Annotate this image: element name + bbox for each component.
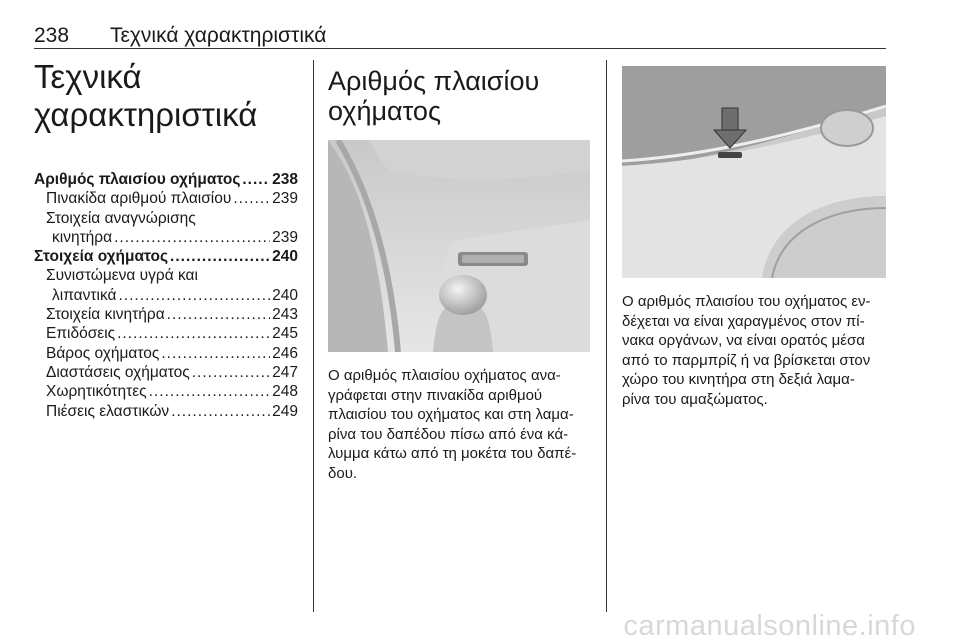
- toc-entry-fluids-cont[interactable]: [34, 286, 298, 305]
- section-title-line1: Αριθμός πλαισίου: [328, 66, 540, 96]
- toc-leader: [167, 305, 270, 324]
- toc-label-line2: κινητήρα: [52, 228, 113, 246]
- chapter-title-line2: χαρακτηριστικά: [34, 96, 258, 133]
- caption-line: γράφεται στην πινακίδα αριθμού: [328, 386, 543, 404]
- caption-line: ρίνα του αμαξώματος.: [622, 390, 768, 408]
- caption-line: δου.: [328, 464, 358, 482]
- toc-label: Επιδόσεις: [46, 325, 116, 343]
- toc-label: Βάρος οχήματος: [46, 344, 160, 362]
- toc-leader: [161, 344, 270, 363]
- chapter-title: [34, 58, 257, 134]
- toc-entry-engine-id-cont[interactable]: [34, 228, 298, 247]
- caption-vin-floor: [328, 366, 594, 483]
- toc-page: 240: [272, 248, 298, 266]
- toc-leader: [171, 402, 270, 421]
- toc-label: Χωρητικότητες: [46, 383, 147, 401]
- page-header: [34, 10, 886, 48]
- vin-floor-photo: [328, 140, 590, 352]
- toc-leader: [114, 228, 270, 247]
- toc-page: 246: [272, 344, 298, 362]
- toc-leader: [170, 247, 270, 266]
- toc-page: 245: [272, 325, 298, 343]
- page-number: 238: [34, 24, 70, 47]
- toc-page: 238: [272, 171, 298, 188]
- column-divider-right: [606, 60, 607, 612]
- caption-line: από το παρμπρίζ ή να βρίσκεται στον: [622, 351, 871, 369]
- toc-entry-weight[interactable]: [34, 344, 298, 363]
- toc-page: 249: [272, 402, 298, 420]
- toc-page: 239: [272, 228, 298, 246]
- caption-line: δέχεται να είναι χαραγμένος στον πί-: [622, 312, 865, 330]
- toc-entry-vin-plate[interactable]: [34, 189, 298, 208]
- toc-label: Στοιχεία κινητήρα: [46, 306, 165, 324]
- chapter-title-line1: Τεχνικά: [34, 58, 142, 95]
- toc-entry-dimensions[interactable]: [34, 363, 298, 382]
- watermark: carmanualsonline.info: [623, 610, 916, 642]
- toc-entry-capacities[interactable]: [34, 382, 298, 401]
- section-title: [328, 66, 539, 126]
- toc-entry-vin[interactable]: [34, 170, 298, 189]
- toc-entry-engine-id[interactable]: [34, 209, 298, 228]
- toc-entry-engine-data[interactable]: [34, 305, 298, 324]
- vin-floor-illustration: [328, 140, 590, 352]
- caption-line: ρίνα του δαπέδου πίσω από ένα κά-: [328, 425, 569, 443]
- toc-entry-vehicle-data[interactable]: [34, 247, 298, 266]
- running-title: Τεχνικά χαρακτηριστικά: [110, 24, 327, 47]
- toc-label: Πιέσεις ελαστικών: [46, 402, 170, 420]
- toc-entry-fluids[interactable]: [34, 266, 298, 285]
- toc-leader: [149, 382, 270, 401]
- gear-knob: [439, 275, 487, 315]
- toc-page: 240: [272, 286, 298, 304]
- toc-label: Πινακίδα αριθμού πλαισίου: [46, 190, 232, 208]
- caption-line: πλαισίου του οχήματος και στη λαμα-: [328, 406, 574, 423]
- section-title-line2: οχήματος: [328, 96, 441, 126]
- toc-leader: [242, 170, 270, 189]
- toc-leader: [118, 286, 270, 305]
- toc-label: Αριθμός πλαισίου οχήματος: [34, 171, 241, 188]
- vin-window-plate: [718, 152, 742, 158]
- column-divider-left: [313, 60, 314, 612]
- toc-page: 248: [272, 383, 298, 401]
- caption-line: Ο αριθμός πλαισίου οχήματος ανα-: [328, 367, 561, 384]
- caption-line: Ο αριθμός πλαισίου του οχήματος εν-: [622, 293, 871, 310]
- toc-page: 247: [272, 363, 298, 381]
- vin-windshield-illustration: [622, 66, 886, 278]
- toc-leader: [117, 324, 270, 343]
- side-mirror: [821, 110, 873, 146]
- caption-line: χώρο του κινητήρα στη δεξιά λαμα-: [622, 371, 855, 388]
- header-divider: [34, 48, 886, 49]
- table-of-contents: [34, 170, 298, 421]
- toc-entry-performance[interactable]: [34, 324, 298, 343]
- toc-leader: [192, 363, 270, 382]
- vin-windshield-photo: [622, 66, 886, 278]
- caption-vin-windshield: [622, 292, 890, 409]
- toc-label-line1: Συνιστώμενα υγρά και: [46, 267, 198, 285]
- toc-label-line2: λιπαντικά: [52, 286, 117, 304]
- toc-label: Διαστάσεις οχήματος: [46, 363, 190, 381]
- caption-line: νακα οργάνων, να είναι ορατός μέσα: [622, 332, 865, 349]
- toc-page: 243: [272, 306, 298, 324]
- caption-line: λυμμα κάτω από τη μοκέτα του δαπέ-: [328, 445, 577, 462]
- toc-leader: [233, 189, 270, 208]
- toc-page: 239: [272, 190, 298, 208]
- toc-entry-tyre-pressures[interactable]: [34, 402, 298, 421]
- toc-label: Στοιχεία οχήματος: [34, 248, 169, 266]
- toc-label-line1: Στοιχεία αναγνώρισης: [46, 209, 196, 227]
